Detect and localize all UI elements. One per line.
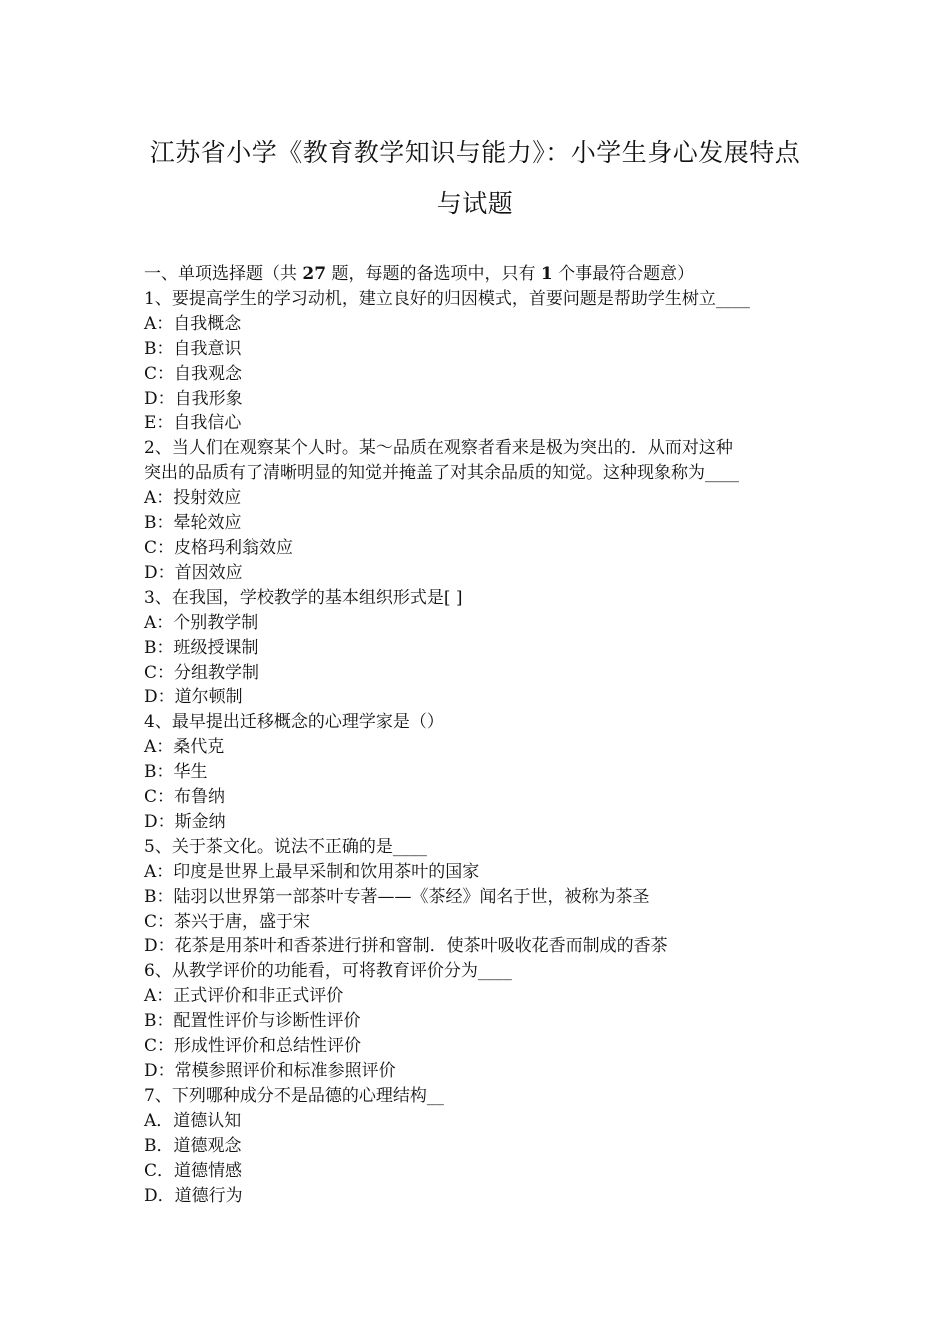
option-line: C．道德情感 <box>144 1160 243 1181</box>
option-line: A：个别教学制 <box>144 612 259 633</box>
option-line: E：自我信心 <box>144 413 242 434</box>
option-line: B：晕轮效应 <box>144 513 242 534</box>
section-heading-prefix: 一、单项选择题（共 <box>144 264 303 284</box>
option-line: C：茶兴于唐，盛于宋 <box>144 911 311 932</box>
section-heading-suffix: 个事最符合题意） <box>552 264 695 284</box>
option-line: C：布鲁纳 <box>144 787 226 808</box>
option-line: D：首因效应 <box>144 562 243 583</box>
question-line: 1、要提高学生的学习动机，建立良好的归因模式，首要问题是帮助学生树立____ <box>144 288 750 309</box>
option-line: B：班级授课制 <box>144 637 259 658</box>
option-line: D．道德行为 <box>144 1185 243 1206</box>
question-line-continued: 突出的品质有了清晰明显的知觉并掩盖了对其余品质的知觉。这种现象称为____ <box>144 463 739 484</box>
option-line: D：花茶是用茶叶和香茶进行拼和窨制．使茶叶吸收花香而制成的香茶 <box>144 936 668 957</box>
question-line: 5、关于茶文化。说法不正确的是____ <box>144 836 427 857</box>
option-line: D：自我形象 <box>144 388 243 409</box>
question-count: 27 <box>302 264 327 284</box>
document-body <box>144 262 814 1208</box>
option-line: B：自我意识 <box>144 338 242 359</box>
option-line: C：自我观念 <box>144 363 243 384</box>
section-heading-middle: 题，每题的备选项中，只有 <box>326 264 541 284</box>
question-line: 2、当人们在观察某个人时。某～品质在观察者看来是极为突出的．从而对这种 <box>144 438 733 459</box>
option-line: D：常模参照评价和标准参照评价 <box>144 1061 396 1081</box>
option-line: D：斯金纳 <box>144 811 226 832</box>
option-line: B．道德观念 <box>144 1135 242 1156</box>
option-line: B：华生 <box>144 762 208 783</box>
document-title-line-2: 与试题 <box>436 189 514 218</box>
question-line: 7、下列哪种成分不是品德的心理结构__ <box>144 1085 444 1106</box>
option-line: A：自我概念 <box>144 313 242 334</box>
section-heading <box>144 262 814 287</box>
correct-count: 1 <box>540 264 553 284</box>
option-line: C：分组教学制 <box>144 662 260 683</box>
option-line: B：陆羽以世界第一部茶叶专著——《茶经》闻名于世，被称为茶圣 <box>144 886 650 907</box>
question-line: 3、在我国，学校教学的基本组织形式是[ ] <box>144 587 463 608</box>
question-line: 4、最早提出迁移概念的心理学家是（） <box>144 712 444 733</box>
option-line: C：形成性评价和总结性评价 <box>144 1036 362 1057</box>
option-line: A：投射效应 <box>144 488 242 509</box>
option-line: A：印度是世界上最早采制和饮用茶叶的国家 <box>144 861 480 882</box>
option-line: A：正式评价和非正式评价 <box>144 986 344 1007</box>
option-line: A：桑代克 <box>144 737 225 758</box>
option-line: C：皮格玛利翁效应 <box>144 537 294 558</box>
option-line: D：道尔顿制 <box>144 687 243 708</box>
question-line: 6、从教学评价的功能看，可将教育评价分为____ <box>144 961 512 982</box>
option-line: B：配置性评价与诊断性评价 <box>144 1011 361 1032</box>
option-line: A．道德认知 <box>144 1110 242 1131</box>
document-title-line-1: 江苏省小学《教育教学知识与能力》：小学生身心发展特点 <box>149 138 801 167</box>
